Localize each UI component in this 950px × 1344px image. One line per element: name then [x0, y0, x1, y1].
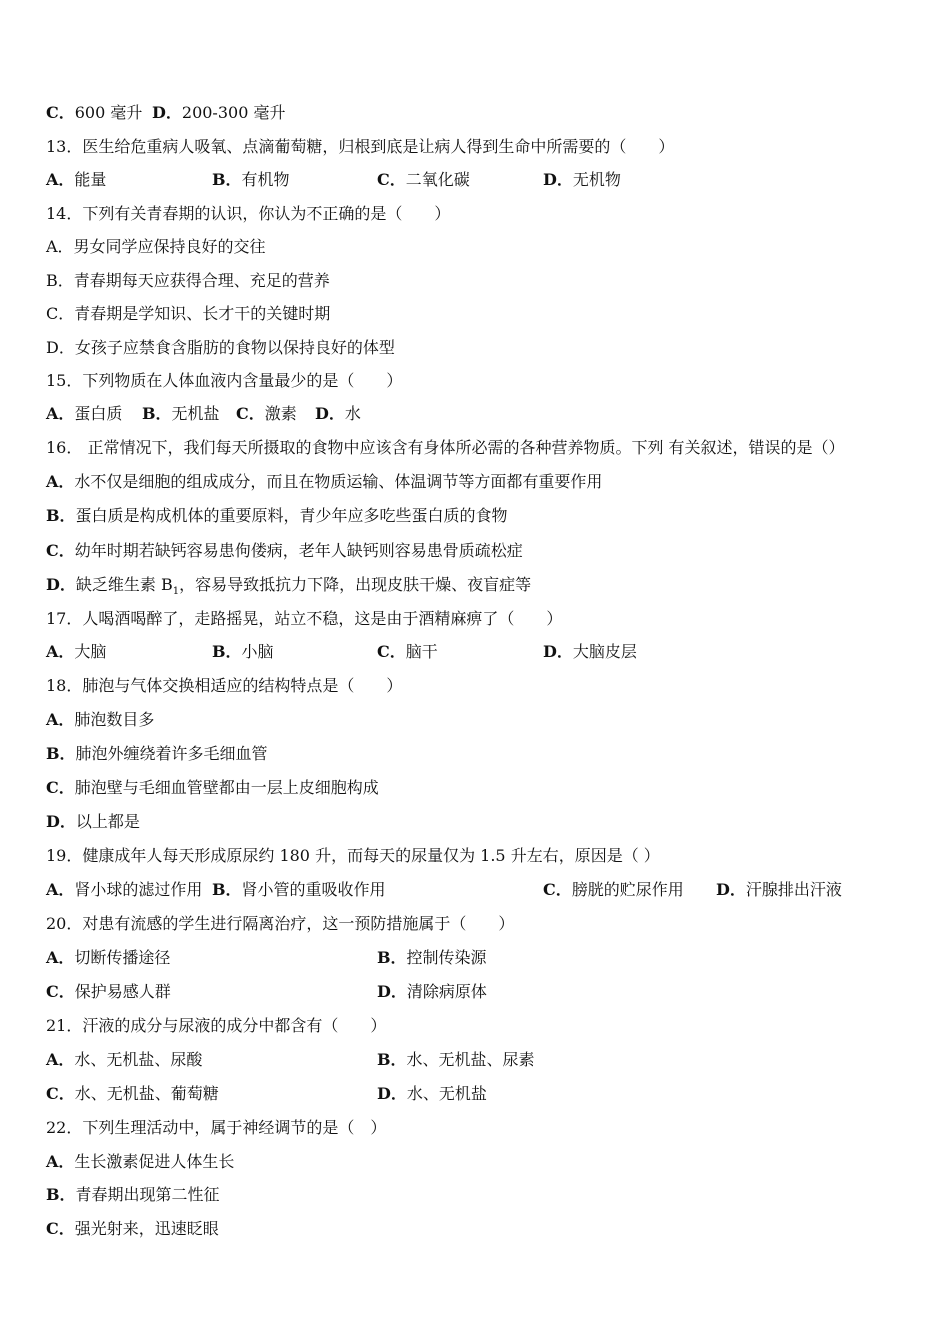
option-item [46, 1050, 202, 1070]
option-text: 肺泡外缠绕着许多毛细血管 [75, 744, 268, 763]
option-text: 大脑皮层 [572, 642, 637, 661]
option-item [377, 1084, 487, 1104]
option-text: 生长激素促进人体生长 [74, 1152, 235, 1171]
question-stem: 21．汗液的成分与尿液的成分中都含有（ ） [46, 1016, 387, 1035]
option-text: 水、无机盐、葡萄糖 [74, 1084, 219, 1103]
option-label: C． [543, 880, 572, 899]
option-item [142, 404, 220, 424]
option-text: 蛋白质 [74, 404, 123, 423]
option-text: 肾小管的重吸收作用 [241, 880, 386, 899]
option-text: 清除病原体 [406, 982, 487, 1001]
option-text: 二氧化碳 [405, 170, 470, 189]
option-label: C． [236, 404, 265, 423]
option-label: A． [46, 1152, 75, 1171]
option-item [212, 642, 274, 662]
option-line [46, 1152, 234, 1172]
option-label: B． [377, 948, 407, 967]
option-item [543, 170, 621, 190]
option-text: 有机物 [241, 170, 290, 189]
option-text: 水、无机盐 [406, 1084, 487, 1103]
option-item [46, 642, 106, 662]
option-line [46, 1185, 220, 1205]
option-line: B．青春期每天应获得合理、充足的营养 [46, 271, 330, 290]
option-item [212, 170, 290, 190]
option-item [543, 880, 684, 900]
option-text: 保护易感人群 [74, 982, 171, 1001]
option-item [377, 948, 487, 968]
option-item [377, 982, 487, 1002]
option-item [46, 982, 171, 1002]
option-line: A．男女同学应保持良好的交往 [46, 237, 266, 256]
option-label: A． [46, 710, 75, 729]
option-label: A． [46, 472, 75, 491]
option-text: 控制传染源 [406, 948, 487, 967]
option-label: A． [46, 948, 75, 967]
option-text: 青春期出现第二性征 [75, 1185, 220, 1204]
option-text: 大脑 [74, 642, 107, 661]
option-label: B． [142, 404, 172, 423]
option-label: B． [212, 170, 242, 189]
option-line [46, 778, 379, 798]
option-text: 能量 [74, 170, 107, 189]
option-text: 无机盐 [171, 404, 220, 423]
option-text: 600 毫升 [74, 103, 143, 122]
option-label: D． [543, 170, 573, 189]
option-label: B． [46, 744, 76, 763]
option-item [46, 404, 122, 424]
option-text: 切断传播途径 [74, 948, 171, 967]
option-line: C．青春期是学知识、长才干的关键时期 [46, 304, 331, 323]
question-stem: 14．下列有关青春期的认识，你认为不正确的是（ ） [46, 204, 451, 223]
option-text: 蛋白质是构成机体的重要原料，青少年应多吃些蛋白质的食物 [75, 506, 508, 525]
option-text: 水不仅是细胞的组成成分，而且在物质运输、体温调节等方面都有重要作用 [74, 472, 603, 491]
option-line [46, 575, 531, 602]
option-text: 幼年时期若缺钙容易患佝偻病，老年人缺钙则容易患骨质疏松症 [74, 541, 523, 560]
option-text: 激素 [264, 404, 297, 423]
option-label: B． [46, 1185, 76, 1204]
option-text: 水、无机盐、尿素 [406, 1050, 535, 1069]
option-label: D． [152, 103, 182, 122]
question-stem: 16． 正常情况下，我们每天所摄取的食物中应该含有身体所必需的各种营养物质。下列 有关叙述，错误的是（） [46, 438, 845, 457]
option-text: 200-300 毫升 [181, 103, 286, 122]
option-item [212, 880, 386, 900]
option-label: B． [377, 1050, 407, 1069]
option-line [46, 710, 154, 730]
option-text: 小脑 [241, 642, 274, 661]
question-stem: 20．对患有流感的学生进行隔离治疗，这一预防措施属于（ ） [46, 914, 515, 933]
option-text: 肺泡数目多 [74, 710, 155, 729]
question-stem: 13．医生给危重病人吸氧、点滴葡萄糖，归根到底是让病人得到生命中所需要的（ ） [46, 137, 675, 156]
option-line: D．女孩子应禁食含脂肪的食物以保持良好的体型 [46, 338, 395, 357]
option-label: C． [377, 170, 406, 189]
option-item [46, 103, 142, 123]
question-stem: 17．人喝酒喝醉了，走路摇晃，站立不稳，这是由于酒精麻痹了（ ） [46, 609, 563, 628]
option-text: 脑干 [405, 642, 438, 661]
option-label: B． [212, 880, 242, 899]
option-item [236, 404, 297, 424]
option-item [152, 103, 285, 123]
option-item [377, 642, 438, 662]
option-line [46, 541, 523, 561]
option-item [716, 880, 842, 900]
question-stem: 15．下列物质在人体血液内含量最少的是（ ） [46, 371, 403, 390]
option-item [46, 880, 202, 900]
option-text: 膀胱的贮尿作用 [571, 880, 684, 899]
option-label: C． [46, 1219, 75, 1238]
question-stem: 19．健康成年人每天形成原尿约 180 升，而每天的尿量仅为 1.5 升左右，原因是（ ） [46, 846, 660, 865]
option-label: D． [46, 812, 76, 831]
question-stem: 18．肺泡与气体交换相适应的结构特点是（ ） [46, 676, 403, 695]
option-label: D． [377, 1084, 407, 1103]
option-label: C． [377, 642, 406, 661]
option-item [46, 1084, 219, 1104]
option-text: ，容易导致抵抗力下降，出现皮肤干燥、夜盲症等 [179, 575, 532, 594]
option-label: C． [46, 982, 75, 1001]
option-label: B． [46, 506, 76, 525]
option-line [46, 1219, 219, 1239]
option-label: D． [716, 880, 746, 899]
option-item [46, 948, 170, 968]
question-stem: 22．下列生理活动中，属于神经调节的是（ ） [46, 1118, 387, 1137]
option-label: A． [46, 1050, 75, 1069]
option-line [46, 506, 508, 526]
option-text: 肾小球的滤过作用 [74, 880, 203, 899]
subscript: 1 [172, 586, 180, 598]
option-label: A． [46, 642, 75, 661]
option-label: D． [377, 982, 407, 1001]
option-label: D． [315, 404, 345, 423]
option-line [46, 472, 602, 492]
option-label: A． [46, 404, 75, 423]
option-text: 肺泡壁与毛细血管壁都由一层上皮细胞构成 [74, 778, 379, 797]
option-label: A． [46, 880, 75, 899]
option-text: 强光射来，迅速眨眼 [74, 1219, 219, 1238]
option-line [46, 744, 268, 764]
option-item [377, 1050, 535, 1070]
option-item [315, 404, 361, 424]
option-label: C． [46, 541, 75, 560]
option-label: D． [46, 575, 76, 594]
option-item [543, 642, 637, 662]
option-text: 水、无机盐、尿酸 [74, 1050, 203, 1069]
option-item [377, 170, 470, 190]
option-label: C． [46, 103, 75, 122]
option-text: 缺乏维生素 B [75, 575, 173, 594]
option-text: 无机物 [572, 170, 621, 189]
option-label: C． [46, 778, 75, 797]
option-text: 水 [344, 404, 361, 423]
option-text: 汗腺排出汗液 [745, 880, 842, 899]
option-label: B． [212, 642, 242, 661]
option-label: C． [46, 1084, 75, 1103]
option-label: D． [543, 642, 573, 661]
option-text: 以上都是 [75, 812, 140, 831]
option-line [46, 812, 140, 832]
option-item [46, 170, 106, 190]
option-label: A． [46, 170, 75, 189]
